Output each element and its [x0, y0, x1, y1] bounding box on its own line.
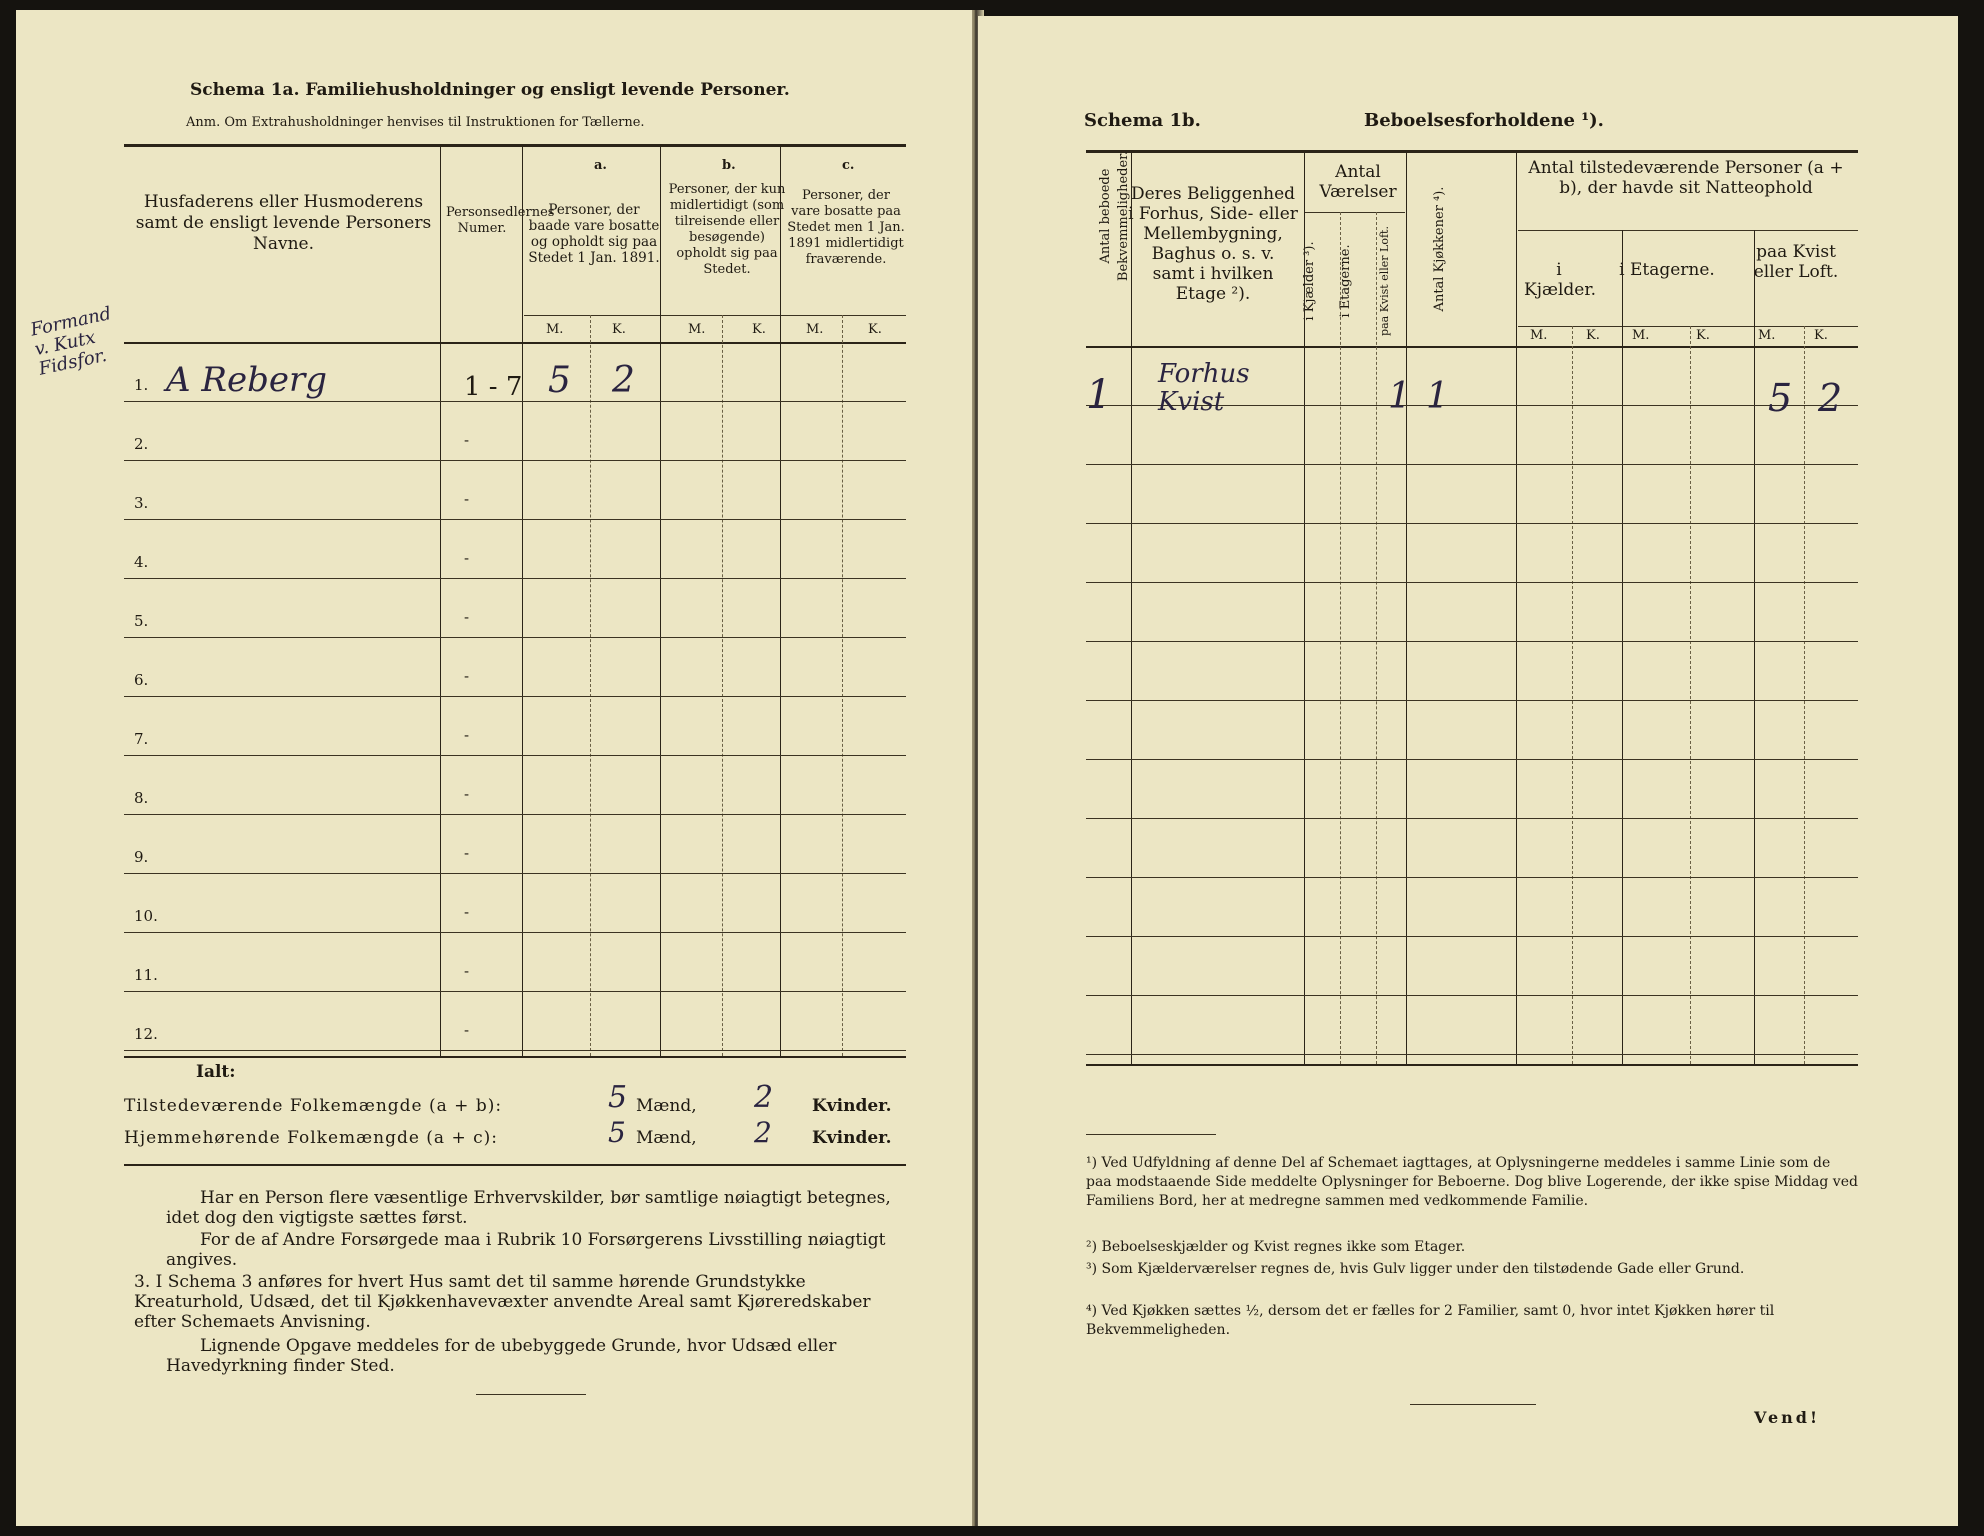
r1-kjokken: 1 — [1426, 376, 1449, 417]
row-number: 4. — [134, 553, 149, 571]
tilsted-kvinder-label: Kvinder. — [812, 1096, 892, 1116]
header-c-letter: c. — [842, 158, 855, 173]
row-rule — [124, 991, 906, 992]
mk1b-et-k: K. — [1696, 328, 1710, 343]
footnote-1: ¹) Ved Udfyldning af denne Del af Schemaet iagttages, at Oplysningerne meddeles i samme Linie som de paa modstaaende Side meddelte Oplysninger for Beboerne. Dog blive Logerende, der ikke spise Middag ved Familiens Bord, her at medregne sammen med vedkommende Familie. — [1086, 1155, 1858, 1209]
row-number: 10. — [134, 907, 158, 925]
col-rule-4 — [780, 144, 781, 1056]
end-rule — [476, 1394, 586, 1395]
beboelses-title: Beboelsesforholdene ¹). — [1364, 110, 1604, 131]
header-names: Husfaderens eller Husmoderens samt de ensligt levende Personers Navne. — [135, 192, 432, 254]
mk1b-kj-k: K. — [1586, 328, 1600, 343]
right-page-schema-1b — [978, 16, 1958, 1526]
totals-bottom-rule — [124, 1164, 906, 1166]
vend-label: Vend! — [1754, 1408, 1820, 1427]
schema-1b-title: Schema 1b. — [1084, 110, 1201, 131]
mk1b-et-m: M. — [1632, 328, 1650, 343]
row1b-rule — [1086, 1054, 1858, 1055]
instruction-para-2: For de af Andre Forsørgede maa i Rubrik 10 Forsørgerens Livsstilling nøiagtigt angives. — [166, 1230, 886, 1270]
table1b-bottom-rule — [1086, 1064, 1858, 1066]
row-number: 8. — [134, 789, 149, 807]
mk-a-m: M. — [546, 322, 564, 337]
header-p-loft: paa Kvist eller Loft. — [1753, 242, 1839, 282]
col-rule-3 — [660, 144, 661, 1056]
row-a-k: 2 — [612, 360, 635, 401]
header-person-number: Personsedlernes Numer. — [446, 205, 555, 236]
personer-rule — [1518, 230, 1858, 231]
table-bottom-rule — [124, 1056, 906, 1058]
row-rule — [124, 637, 906, 638]
hjemme-maend-label: Mænd, — [636, 1128, 697, 1148]
mk-b-k: K. — [752, 322, 766, 337]
mk1b-lo-m: M. — [1758, 328, 1776, 343]
r1-beliggenhed: Forhus Kvist — [1158, 359, 1250, 417]
row-person-number: - — [464, 726, 470, 744]
header-a: Personer, der baade vare bosatte og opholdt sig paa Stedet 1 Jan. 1891. — [528, 202, 660, 266]
row-person-number: - — [464, 490, 470, 508]
r1-bekv: 1 — [1086, 372, 1112, 418]
left-page-schema-1a — [16, 10, 972, 1526]
header-c: Personer, der vare bosatte paa Stedet men 1 Jan. 1891 midlertidigt fraværende. — [787, 188, 905, 267]
header-beliggenhed: Deres Beliggenhed i Forhus, Side- eller Mellembygning, Baghus o. s. v. samt i hvilken Etage ²). — [1128, 184, 1298, 304]
row-rule — [124, 932, 906, 933]
header-a-letter: a. — [594, 158, 607, 173]
mk-c-m: M. — [806, 322, 824, 337]
anm-note: Anm. Om Extrahusholdninger henvises til Instruktionen for Tællerne. — [186, 115, 645, 130]
schema-1a-title: Schema 1a. Familiehusholdninger og ensligt levende Personer. — [190, 80, 790, 100]
tilsted-maend-value: 5 — [608, 1080, 628, 1115]
tilsted-maend-label: Mænd, — [636, 1096, 697, 1116]
footnote-4: ⁴) Ved Kjøkken sættes ½, dersom det er fælles for 2 Familier, samt 0, hvor intet Kjøkken hører til Bekvemmeligheden. — [1086, 1303, 1775, 1338]
row-person-number: - — [464, 903, 470, 921]
col-rule-1 — [440, 144, 441, 1056]
row1b-rule — [1086, 641, 1858, 642]
row1b-rule — [1086, 582, 1858, 583]
instruction-para-1: Har en Person flere væsentlige Erhvervskilder, bør samtlige nøiagtigt betegnes, idet dog den vigtigste sættes først. — [166, 1188, 891, 1228]
row-person-number: - — [464, 667, 470, 685]
row1b-rule — [1086, 818, 1858, 819]
tilsted-label: Tilstedeværende Folkemængde (a + b): — [124, 1096, 503, 1116]
col1b-rule-2 — [1304, 150, 1305, 1064]
r1-loft-m: 5 — [1768, 376, 1793, 420]
col1b-rule-7 — [1572, 326, 1573, 1064]
col1b-rule-11 — [1804, 326, 1805, 1064]
footnote-3: ³) Som Kjælderværelser regnes de, hvis Gulv ligger under den tilstødende Gade eller Grund. — [1086, 1261, 1745, 1277]
row-person-number: - — [464, 962, 470, 980]
footnote-2: ²) Beboelseskjælder og Kvist regnes ikke som Etager. — [1086, 1239, 1466, 1255]
row1b-rule — [1086, 523, 1858, 524]
mk-b-m: M. — [688, 322, 706, 337]
col1b-rule-10 — [1754, 230, 1755, 1064]
header-b: Personer, der kun midlertidigt (som tilreisende eller besøgende) opholdt sig paa Stedet. — [668, 182, 786, 277]
row1b-rule — [1086, 877, 1858, 878]
row-person-number: - — [464, 844, 470, 862]
row-person-number: - — [464, 431, 470, 449]
row-rule — [124, 578, 906, 579]
hjemme-maend-value: 5 — [608, 1116, 626, 1149]
header-kjokkener: Antal Kjøkkener ⁴). — [1432, 186, 1447, 312]
header-bottom-rule — [124, 342, 906, 344]
header-vaerelser: Antal Værelser — [1319, 162, 1397, 202]
col-rule-c-mk — [842, 315, 843, 1056]
row-number: 1. — [134, 376, 149, 394]
row-rule — [124, 696, 906, 697]
row-person-number: 1 - 7 — [464, 372, 523, 402]
vaerelser-rule — [1305, 212, 1405, 213]
r1-loft-k: 2 — [1818, 376, 1843, 420]
row1b-rule — [1086, 936, 1858, 937]
header-i-kjaelder: i Kjælder ³). — [1302, 241, 1317, 321]
header1b-bottom-rule — [1086, 346, 1858, 348]
instruction-para-4: Lignende Opgave meddeles for de ubebyggede Grunde, hvor Udsæd eller Havedyrkning finder Sted. — [166, 1336, 837, 1376]
table1b-top-rule — [1086, 150, 1858, 153]
margin-handwritten-note: Formand v. Kutx Fidsfor. — [28, 303, 114, 380]
row-person-number: - — [464, 608, 470, 626]
mk-a-k: K. — [612, 322, 626, 337]
hjemme-kvinder-value: 2 — [754, 1116, 772, 1149]
mk1b-lo-k: K. — [1814, 328, 1828, 343]
header-bekv: Antal beboede Bekvemmeligheder. — [1098, 150, 1131, 282]
row1b-rule — [1086, 995, 1858, 996]
row-number: 9. — [134, 848, 149, 866]
row-rule — [124, 1050, 906, 1051]
row-rule — [124, 873, 906, 874]
row-number: 5. — [134, 612, 149, 630]
mk-c-k: K. — [868, 322, 882, 337]
hjemme-label: Hjemmehørende Folkemængde (a + c): — [124, 1128, 498, 1148]
row-person-number: - — [464, 785, 470, 803]
col-rule-a-mk — [590, 315, 591, 1056]
ialt-label: Ialt: — [196, 1062, 236, 1082]
row-name: A Reberg — [166, 360, 327, 400]
row-number: 3. — [134, 494, 149, 512]
row-number: 7. — [134, 730, 149, 748]
footnote-rule — [1086, 1134, 1216, 1135]
mk1b-rule — [1518, 326, 1858, 327]
r1-kvist: 1 — [1388, 376, 1411, 417]
header-b-letter: b. — [722, 158, 736, 173]
col1b-rule-6 — [1516, 150, 1517, 1064]
row-number: 12. — [134, 1025, 158, 1043]
header-p-kjaelder: i Kjælder. — [1524, 260, 1596, 300]
row-number: 2. — [134, 435, 149, 453]
header-i-etagerne: i Etagerne. — [1338, 244, 1353, 318]
row-rule — [124, 755, 906, 756]
row-rule — [124, 814, 906, 815]
header-p-etagerne: i Etagerne. — [1619, 260, 1715, 280]
row-a-m: 5 — [548, 360, 571, 401]
header-personer: Antal tilstedeværende Personer (a + b), der havde sit Natteophold — [1528, 158, 1844, 198]
instruction-para-3: 3. I Schema 3 anføres for hvert Hus samt det til samme hørende Grundstykke Kreaturhold, Udsæd, det til Kjøkkenhavevæxter anvendte Areal samt Kjøreredskaber efter Schemaets Anvisning. — [134, 1272, 871, 1332]
row-rule — [124, 460, 906, 461]
end1b-rule — [1410, 1404, 1536, 1405]
table-top-rule — [124, 144, 906, 147]
col1b-rule-5 — [1406, 150, 1407, 1064]
hjemme-kvinder-label: Kvinder. — [812, 1128, 892, 1148]
col-rule-2 — [522, 144, 523, 1056]
row1b-rule — [1086, 700, 1858, 701]
row1b-rule — [1086, 464, 1858, 465]
row-number: 6. — [134, 671, 149, 689]
row1b-rule — [1086, 759, 1858, 760]
mk-rule — [524, 315, 906, 316]
col1b-rule-1 — [1131, 150, 1132, 1064]
col-rule-b-mk — [722, 315, 723, 1056]
col1b-rule-9 — [1690, 326, 1691, 1064]
row-rule — [124, 519, 906, 520]
row-number: 11. — [134, 966, 158, 984]
mk1b-kj-m: M. — [1530, 328, 1548, 343]
row-person-number: - — [464, 549, 470, 567]
row-person-number: - — [464, 1021, 470, 1039]
tilsted-kvinder-value: 2 — [754, 1080, 774, 1115]
header-paa-kvist: paa Kvist eller Loft. — [1378, 226, 1391, 336]
col1b-rule-8 — [1622, 230, 1623, 1064]
